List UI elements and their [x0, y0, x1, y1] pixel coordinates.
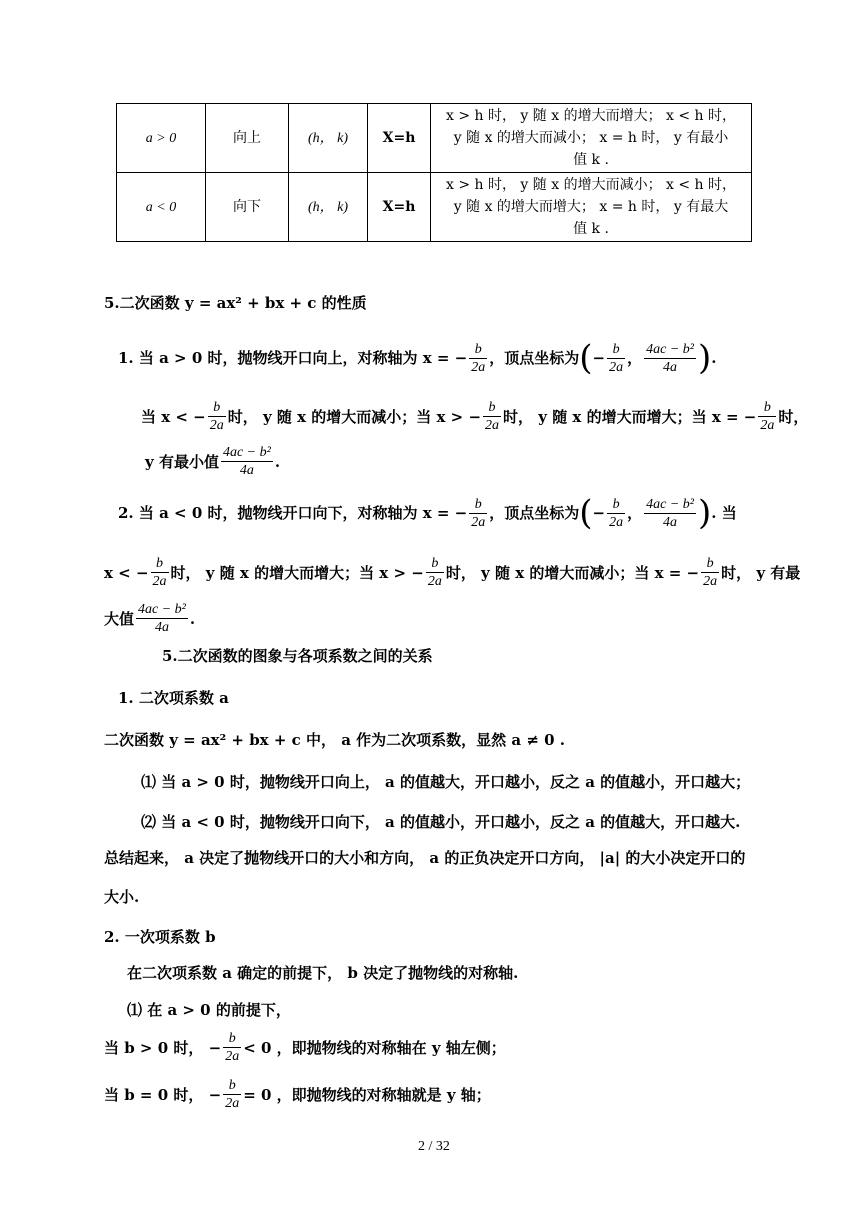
paragraph: ⑴ 当 a > 0 时，抛物线开口向上， a 的值越大，开口越小，反之 a 的值越小，开口越大； — [141, 773, 751, 791]
direction-cell — [206, 104, 289, 173]
numerator: b — [607, 496, 625, 514]
denominator: 2a — [485, 418, 500, 433]
right-paren: ) — [697, 493, 712, 533]
axis-text: X=h — [382, 130, 416, 146]
paragraph: 总结起来， a 决定了抛物线开口的大小和方向， a 的正负决定开口方向， |a| 的大小决定开口的 — [104, 849, 746, 867]
direction-text: 向下 — [233, 199, 261, 215]
denominator: 4a — [239, 463, 254, 478]
paragraph: ⑵ 当 a < 0 时，抛物线开口向下， a 的值越小，开口越小，反之 a 的值越大，开口越大. — [141, 813, 741, 831]
denominator: 2a — [703, 574, 718, 589]
section-title-properties: 5.二次函数 y = ax² + bx + c 的性质 — [104, 294, 367, 312]
property-2-line-2 — [104, 555, 800, 590]
numerator: b — [758, 399, 776, 417]
denominator: 2a — [209, 418, 224, 433]
text-span: 当 b = 0 时， − — [104, 1085, 222, 1104]
monotonic-line: 值 k . — [573, 152, 609, 168]
axis-text: X=h — [382, 199, 416, 215]
denominator: 2a — [427, 574, 442, 589]
numerator: b — [469, 341, 487, 359]
denominator: 2a — [609, 514, 624, 530]
monotonic-line: y 随 x 的增大而减小； x = h 时， y 有最小 — [453, 130, 729, 146]
paragraph: 大小. — [104, 888, 140, 906]
direction-text: 向上 — [233, 130, 261, 146]
text-span: ，顶点坐标为 — [489, 349, 580, 367]
paragraph: 在二次项系数 a 确定的前提下， b 决定了抛物线的对称轴. — [127, 964, 519, 982]
text-span: x < − — [104, 563, 149, 582]
page-number: 2 / 32 — [418, 1139, 450, 1154]
denominator: 4a — [663, 359, 678, 375]
denominator: 4a — [154, 620, 169, 635]
numerator: b — [223, 1077, 241, 1095]
numerator: b — [701, 555, 719, 573]
condition-cell — [117, 173, 206, 242]
denominator: 4a — [663, 514, 678, 530]
property-1-line-3 — [145, 444, 280, 479]
vertex-cell — [289, 173, 368, 242]
property-1-line-2 — [141, 399, 808, 434]
condition-text: a < 0 — [145, 199, 177, 215]
text-span: = 0 ，即抛物线的对称轴就是 y 轴； — [243, 1085, 491, 1104]
subsection-title-b: 2. 一次项系数 b — [104, 928, 216, 946]
text-span: < 0 ，即抛物线的对称轴在 y 轴左侧； — [243, 1038, 506, 1057]
text-span: 时， y 随 x 的增大而增大；当 x > − — [170, 563, 424, 582]
fraction — [758, 399, 776, 434]
numerator: b — [151, 555, 169, 573]
property-1-line-1 — [118, 338, 716, 378]
paragraph: ⑴ 在 a > 0 的前提下， — [127, 1001, 291, 1019]
text-span: . — [711, 349, 717, 367]
text-span: 时， y 随 x 的增大而减小；当 x = − — [445, 563, 700, 582]
table-row — [117, 173, 752, 242]
numerator: 4ac − b² — [646, 496, 694, 512]
monotonic-line: 值 k . — [573, 221, 609, 237]
denominator: 2a — [760, 418, 775, 433]
fraction — [469, 341, 487, 376]
fraction — [701, 555, 719, 590]
fraction — [469, 496, 487, 531]
fraction — [221, 444, 273, 479]
denominator: 2a — [225, 1096, 240, 1111]
text-span: . 当 — [711, 504, 737, 522]
numerator: b — [607, 341, 625, 359]
text-span: 时， y 随 x 的增大而增大；当 x = − — [503, 407, 757, 426]
text-span: ， — [627, 504, 643, 522]
numerator: 4ac − b² — [222, 445, 271, 460]
vertex-text: (h， k) — [307, 130, 349, 146]
text-span: 时， — [778, 407, 809, 426]
text-span: 1. 当 a > 0 时，抛物线开口向上，对称轴为 x = − — [118, 349, 468, 367]
text-span: 时， y 随 x 的增大而减小；当 x > − — [227, 407, 482, 426]
denominator: 2a — [471, 359, 486, 375]
direction-cell — [206, 173, 289, 242]
fraction — [151, 555, 169, 590]
numerator: b — [208, 399, 226, 417]
numerator: b — [483, 399, 501, 417]
numerator: 4ac − b² — [138, 602, 186, 617]
text-span: 2. 当 a < 0 时，抛物线开口向下，对称轴为 x = − — [118, 504, 468, 522]
paragraph — [104, 1077, 491, 1112]
text-span: ，顶点坐标为 — [489, 504, 580, 522]
fraction — [607, 341, 625, 376]
vertex-text: (h， k) — [307, 199, 349, 215]
fraction — [644, 496, 696, 531]
fraction — [208, 399, 226, 434]
fraction — [426, 555, 444, 590]
numerator: b — [469, 496, 487, 514]
axis-cell — [368, 173, 431, 242]
monotonic-cell — [431, 104, 752, 173]
numerator: b — [223, 1030, 241, 1048]
monotonic-line: x > h 时， y 随 x 的增大而减小； x < h 时， — [445, 177, 737, 193]
paragraph: 二次函数 y = ax² + bx + c 中， a 作为二次项系数，显然 a ≠ 0 . — [104, 731, 565, 749]
property-2-line-3 — [104, 601, 195, 636]
text-span: . — [274, 452, 281, 471]
property-2-line-1 — [118, 493, 737, 533]
left-paren: ( — [579, 338, 593, 378]
paragraph — [104, 1030, 506, 1065]
monotonic-cell — [431, 173, 752, 242]
monotonic-line: x > h 时， y 随 x 的增大而增大； x < h 时， — [445, 108, 737, 124]
text-span: . — [189, 609, 196, 628]
fraction — [136, 601, 188, 636]
table-row — [117, 104, 752, 173]
text-span: 当 b > 0 时， − — [104, 1038, 222, 1057]
text-span: ， — [627, 349, 643, 367]
text-span: − — [592, 349, 606, 367]
denominator: 2a — [609, 359, 624, 375]
section-title-coefficients: 5.二次函数的图象与各项系数之间的关系 — [162, 647, 433, 665]
text-span: y 有最小值 — [145, 452, 219, 471]
monotonic-line: y 随 x 的增大而增大； x = h 时， y 有最大 — [453, 199, 729, 215]
fraction — [644, 341, 696, 376]
fraction — [483, 399, 501, 434]
fraction — [223, 1030, 241, 1065]
subsection-title-a: 1. 二次项系数 a — [118, 689, 229, 707]
condition-cell — [117, 104, 206, 173]
denominator: 2a — [471, 514, 486, 530]
parabola-properties-table — [116, 103, 752, 242]
numerator: 4ac − b² — [646, 341, 694, 357]
axis-cell — [368, 104, 431, 173]
condition-text: a > 0 — [145, 130, 177, 146]
left-paren: ( — [579, 493, 593, 533]
right-paren: ) — [697, 338, 712, 378]
vertex-cell — [289, 104, 368, 173]
fraction — [607, 496, 625, 531]
text-span: 大值 — [104, 609, 135, 628]
text-span: 当 x < − — [141, 407, 206, 426]
denominator: 2a — [152, 574, 167, 589]
text-span: − — [592, 504, 606, 522]
fraction — [223, 1077, 241, 1112]
numerator: b — [426, 555, 444, 573]
text-span: 时， y 有最 — [721, 563, 801, 582]
denominator: 2a — [225, 1049, 240, 1064]
